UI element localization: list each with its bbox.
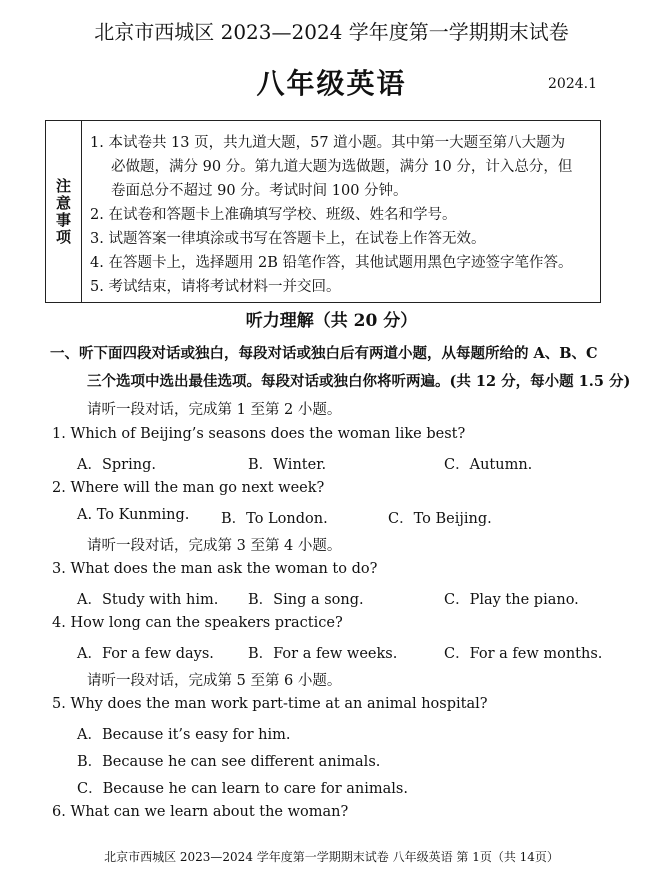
listening-instruction: 请听一段对话，完成第 1 至第 2 小题。 <box>87 402 342 418</box>
notice-item: 3. 试题答案一律填涂或书写在答题卡上，在试卷上作答无效。 <box>90 231 486 247</box>
notice-label-text: 注意事项 <box>54 177 72 246</box>
option-c: C．Autumn. <box>444 457 533 473</box>
question-text: 1. Which of Beijing’s seasons does the woman like best? <box>52 426 466 442</box>
option-b: B．Sing a song. <box>248 592 364 608</box>
notice-item: 2. 在试卷和答题卡上准确填写学校、班级、姓名和学号。 <box>90 207 457 223</box>
exam-title: 北京市西城区 2023—2024 学年度第一学期期末试卷 <box>94 20 569 44</box>
notice-label <box>46 121 82 302</box>
part-instruction: 一、听下面四段对话或独白，每段对话或独白后有两道小题，从每题所给的 A、B、C <box>50 345 598 362</box>
question-text: 4. How long can the speakers practice? <box>52 615 343 631</box>
section-title: 听力理解（共 20 分） <box>245 311 418 331</box>
option-c: C．Because he can learn to care for animals. <box>77 781 408 797</box>
question-text: 3. What does the man ask the woman to do? <box>52 561 378 577</box>
option-b: B．To London. <box>221 511 328 527</box>
option-b: B．For a few weeks. <box>248 646 398 662</box>
option-c: C．To Beijing. <box>388 511 492 527</box>
page-footer: 北京市西城区 2023—2024 学年度第一学期期末试卷 八年级英语 第 1页（共 14页） <box>104 850 559 864</box>
question-text: 5. Why does the man work part-time at an animal hospital? <box>52 696 488 712</box>
option-b: B．Because he can see different animals. <box>77 754 381 770</box>
notice-box <box>45 120 601 303</box>
exam-date: 2024.1 <box>548 76 597 92</box>
notice-item: 4. 在答题卡上，选择题用 2B 铅笔作答，其他试题用黑色字迹签字笔作答。 <box>90 255 573 271</box>
notice-item: 必做题，满分 90 分。第九道大题为选做题，满分 10 分，计入总分，但 <box>111 159 573 175</box>
option-b: B．Winter. <box>248 457 327 473</box>
notice-item: 1. 本试卷共 13 页，共九道大题，57 道小题。其中第一大题至第八大题为 <box>90 135 566 151</box>
part-instruction-cont: 三个选项中选出最佳选项。每段对话或独白你将听两遍。(共 12 分，每小题 1.5 分) <box>87 373 631 390</box>
option-a: A．Because it’s easy for him. <box>77 727 291 743</box>
listening-instruction: 请听一段对话，完成第 5 至第 6 小题。 <box>87 673 342 689</box>
option-a: A．For a few days. <box>77 646 214 662</box>
option-a: A．Spring. <box>77 457 156 473</box>
notice-items <box>90 131 594 299</box>
listening-instruction: 请听一段对话，完成第 3 至第 4 小题。 <box>87 538 342 554</box>
option-c: C．For a few months. <box>444 646 603 662</box>
option-a: A. To Kunming. <box>77 507 190 523</box>
option-a: A．Study with him. <box>77 592 219 608</box>
notice-item: 5. 考试结束，请将考试材料一并交回。 <box>90 279 341 295</box>
notice-item: 卷面总分不超过 90 分。考试时间 100 分钟。 <box>111 183 408 199</box>
question-text: 2. Where will the man go next week? <box>52 480 325 496</box>
question-text: 6. What can we learn about the woman? <box>52 804 349 820</box>
exam-subject: 八年级英语 <box>256 67 407 100</box>
option-c: C．Play the piano. <box>444 592 579 608</box>
